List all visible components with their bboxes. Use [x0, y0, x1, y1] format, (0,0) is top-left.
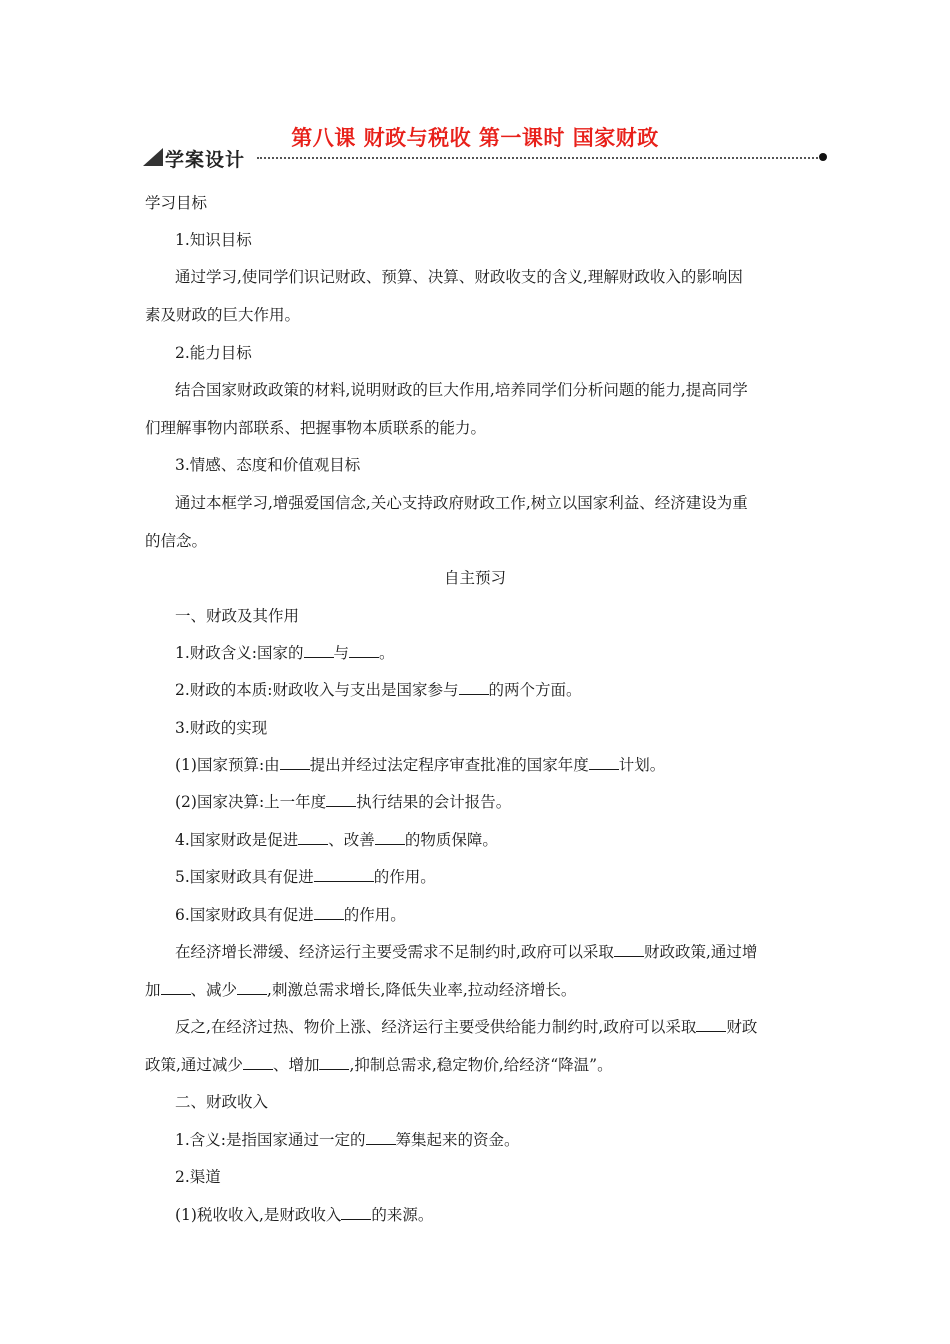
text: 执行结果的会计报告。 — [356, 793, 512, 811]
text: (1)税收收入,是财政收入 — [175, 1206, 342, 1224]
section-heading: 自主预习 — [443, 569, 506, 587]
text: (2)国家决算:上一年度 — [175, 793, 327, 811]
text: 反之,在经济过热、物价上涨、经济运行主要受供给能力制约时,政府可以采取 — [175, 1018, 697, 1036]
text: 计划。 — [618, 756, 666, 774]
text: 提出并经过法定程序审查批准的国家年度 — [309, 756, 589, 774]
subheading: 1.知识目标 — [175, 231, 252, 249]
text: 与 — [333, 644, 350, 662]
fill-line — [145, 980, 576, 1000]
paragraph-line: 结合国家财政政策的材料,说明财政的巨大作用,培养同学们分析问题的能力,提高同学 — [175, 381, 748, 399]
paragraph-line: 通过学习,使同学们识记财政、预算、决算、财政收支的含义,理解财政收入的影响因 — [175, 268, 743, 286]
blank[interactable] — [280, 755, 310, 770]
heading-objectives: 学习目标 — [145, 194, 208, 212]
subheading: 2.渠道 — [175, 1168, 221, 1186]
blank[interactable] — [243, 1055, 273, 1070]
paragraph-line: 素及财政的巨大作用。 — [145, 306, 301, 324]
subheading: 3.情感、态度和价值观目标 — [175, 456, 361, 474]
text: 的作用。 — [343, 906, 406, 924]
blank[interactable] — [696, 1017, 726, 1032]
section-heading: 二、财政收入 — [175, 1093, 269, 1111]
blank[interactable] — [314, 867, 374, 882]
triangle-icon — [143, 148, 163, 166]
section-heading: 一、财政及其作用 — [175, 607, 300, 625]
paragraph-line: 通过本框学习,增强爱国信念,关心支持政府财政工作,树立以国家利益、经济建设为重 — [175, 494, 748, 512]
fill-line — [175, 830, 498, 850]
blank[interactable] — [237, 980, 267, 995]
lesson-title: 第八课 财政与税收 第一课时 国家财政 — [291, 126, 659, 150]
blank[interactable] — [161, 980, 191, 995]
text: 的两个方面。 — [488, 681, 582, 699]
text: 、增加 — [272, 1056, 320, 1074]
blank[interactable] — [326, 792, 356, 807]
text: 的来源。 — [371, 1206, 434, 1224]
text: 1.财政含义:国家的 — [175, 644, 304, 662]
fill-line — [175, 942, 757, 962]
blank[interactable] — [375, 830, 405, 845]
text: 政策,通过减少 — [145, 1056, 243, 1074]
blank[interactable] — [366, 1130, 396, 1145]
text: (1)国家预算:由 — [175, 756, 280, 774]
blank[interactable] — [304, 643, 334, 658]
fill-line — [175, 1205, 433, 1225]
text: 财政政策,通过增 — [643, 943, 758, 961]
text: 6.国家财政具有促进 — [175, 906, 314, 924]
subheading: 2.能力目标 — [175, 344, 252, 362]
text: 4.国家财政是促进 — [175, 831, 299, 849]
blank[interactable] — [319, 1055, 349, 1070]
fill-line — [175, 905, 406, 925]
blank[interactable] — [314, 905, 344, 920]
blank[interactable] — [614, 942, 644, 957]
text: ,抑制总需求,稳定物价,给经济“降温”。 — [349, 1056, 613, 1074]
text: 2.财政的本质:财政收入与支出是国家参与 — [175, 681, 459, 699]
section-banner — [143, 145, 828, 173]
fill-line — [175, 867, 436, 887]
blank[interactable] — [298, 830, 328, 845]
rule-end-dot — [819, 153, 827, 161]
paragraph-line: 们理解事物内部联系、把握事物本质联系的能力。 — [145, 419, 487, 437]
fill-line — [175, 680, 582, 700]
text: 的作用。 — [373, 868, 436, 886]
banner-label: 学案设计 — [165, 149, 246, 171]
blank[interactable] — [341, 1205, 371, 1220]
text: 5.国家财政具有促进 — [175, 868, 314, 886]
blank[interactable] — [349, 643, 379, 658]
fill-line — [175, 643, 395, 663]
text: 筹集起来的资金。 — [395, 1131, 520, 1149]
text: 在经济增长滞缓、经济运行主要受需求不足制约时,政府可以采取 — [175, 943, 614, 961]
text: 1.含义:是指国家通过一定的 — [175, 1131, 366, 1149]
text: 。 — [379, 644, 395, 662]
subheading: 3.财政的实现 — [175, 719, 268, 737]
text: 、减少 — [190, 981, 238, 999]
fill-line — [175, 792, 511, 812]
text: 的物质保障。 — [404, 831, 498, 849]
text: 、改善 — [328, 831, 375, 849]
text: 加 — [145, 981, 161, 999]
blank[interactable] — [589, 755, 619, 770]
fill-line — [175, 1130, 520, 1150]
fill-line — [175, 755, 665, 775]
text: ,刺激总需求增长,降低失业率,拉动经济增长。 — [267, 981, 577, 999]
paragraph-line: 的信念。 — [145, 532, 208, 550]
text: 财政 — [726, 1018, 758, 1036]
fill-line — [175, 1017, 757, 1037]
blank[interactable] — [459, 680, 489, 695]
dotted-rule — [257, 157, 822, 159]
fill-line — [145, 1055, 613, 1075]
